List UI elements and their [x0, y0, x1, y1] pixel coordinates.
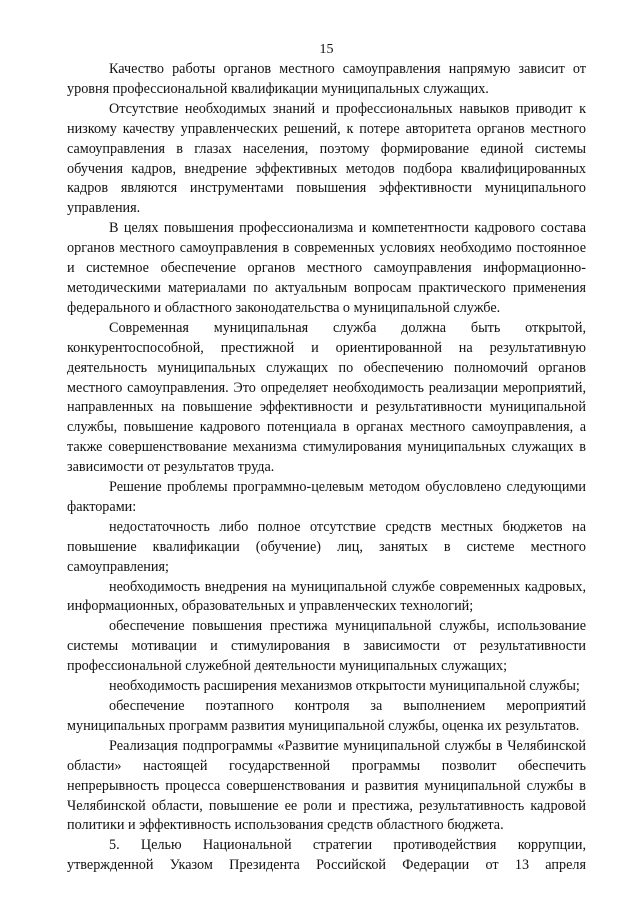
- paragraph-lack-of-knowledge: Отсутствие необходимых знаний и профессиональных навыков приводит к низкому качеству управленческих решений, к потере авторитета органов местного самоуправления в глазах населения, поэтому формирование единой системы обучения кадров, внедрение эффективных методов подбора квалифицированных кадров являются инструментами повышения эффективности муниципального управления.: [67, 100, 586, 217]
- list-item-control: обеспечение поэтапного контроля за выполнением мероприятий муниципальных программ развития муниципальной службы, оценка их результатов.: [67, 698, 586, 734]
- list-item-budget-shortage: недостаточность либо полное отсутствие средств местных бюджетов на повышение квалификации (обучение) лиц, занятых в системе местного самоуправления;: [67, 518, 586, 575]
- document-page: [67, 0, 586, 876]
- paragraph-national-strategy: 5. Целью Национальной стратегии противодействия коррупции, утвержденной Указом Президента Российской Федерации от 13 апреля: [67, 837, 586, 874]
- paragraph-problem-solution: Решение проблемы программно-целевым методом обусловлено следующими факторами:: [67, 479, 586, 515]
- list-item-prestige: обеспечение повышения престижа муниципальной службы, использование системы мотивации и стимулирования в зависимости от результативности профессиональной служебной деятельности муниципальных служащих;: [67, 618, 586, 675]
- page-number: 15: [319, 42, 334, 57]
- paragraph-professionalism: В целях повышения профессионализма и компетентности кадрового состава органов местного самоуправления в современных условиях необходимо постоянное и системное обеспечение органов местного самоуправления информационно-методическими материалами по актуальным вопросам практического применения федерального и областного законодательства о муниципальной службе.: [67, 220, 586, 316]
- paragraph-quality: Качество работы органов местного самоуправления напрямую зависит от уровня профессиональной квалификации муниципальных служащих.: [67, 61, 586, 97]
- paragraph-modern-service: Современная муниципальная служба должна быть открытой, конкурентоспособной, престижной и ориентированной на результативную деятельность муниципальных служащих по обеспечению полномочий органов местного самоуправления. Это определяет необходимость реализации мероприятий, направленных на повышение эффективности и результативности муниципальной службы, повышение кадрового потенциала в органах местного самоуправления, а также совершенствование механизма стимулирования муниципальных служащих в зависимости от результатов труда.: [67, 319, 586, 476]
- list-item-openness: необходимость расширения механизмов открытости муниципальной службы;: [109, 678, 580, 695]
- paragraph-subprogram: Реализация подпрограммы «Развитие муниципальной службы в Челябинской области» настоящей государственной программы позволит обеспечить непрерывность процесса совершенствования и развития муниципальной службы в Челябинской области, повышение ее роли и престижа, результативность кадровой политики и эффективность использования средств областного бюджета.: [67, 737, 586, 834]
- list-item-technologies: необходимость внедрения на муниципальной службе современных кадровых, информационных, образовательных и управленческих технологий;: [67, 578, 586, 615]
